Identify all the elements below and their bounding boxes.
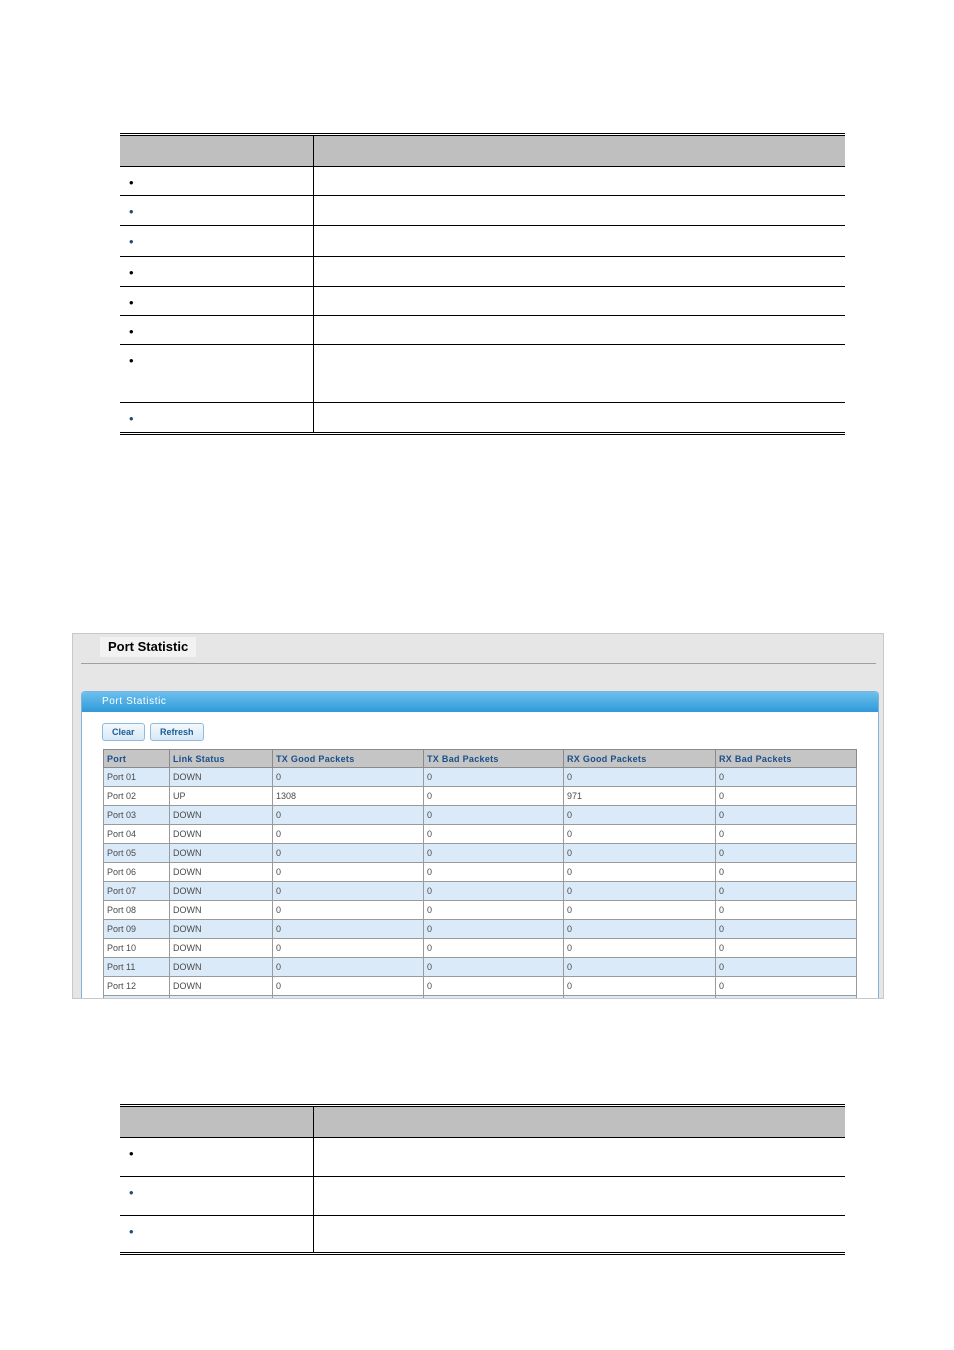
- description-cell: [314, 345, 846, 403]
- table-cell: [424, 996, 564, 1000]
- header-cell-description: [314, 1106, 846, 1138]
- table-cell: 0: [564, 806, 716, 825]
- table-cell: 0: [424, 825, 564, 844]
- table-cell: 0: [273, 939, 424, 958]
- object-cell: [120, 226, 314, 257]
- table-cell: 0: [716, 863, 857, 882]
- table-cell: Port 05: [104, 844, 170, 863]
- table-cell: 0: [716, 882, 857, 901]
- page-title: Port Statistic: [100, 637, 196, 657]
- table-cell: 0: [273, 825, 424, 844]
- column-header: RX Bad Packets: [716, 750, 857, 768]
- table-cell: DOWN: [170, 844, 273, 863]
- column-header: Port: [104, 750, 170, 768]
- table-cell: DOWN: [170, 882, 273, 901]
- table-cell: 0: [424, 939, 564, 958]
- description-row: [120, 167, 845, 196]
- table-row: [104, 787, 857, 806]
- table-header-row: [120, 135, 845, 167]
- table-cell: 0: [716, 825, 857, 844]
- table-cell: Port 09: [104, 920, 170, 939]
- table-cell: 0: [716, 844, 857, 863]
- column-header: Link Status: [170, 750, 273, 768]
- table-cell: 0: [716, 787, 857, 806]
- description-row: [120, 257, 845, 287]
- table-cell: DOWN: [170, 863, 273, 882]
- table-row: [104, 882, 857, 901]
- table-cell: 0: [716, 958, 857, 977]
- description-row: [120, 316, 845, 345]
- title-divider: [81, 663, 876, 664]
- bullet-icon: •: [129, 175, 134, 190]
- table-cell: 0: [424, 768, 564, 787]
- port-statistic-screenshot: [72, 633, 884, 999]
- description-row: [120, 196, 845, 226]
- table-cell: 0: [424, 882, 564, 901]
- bullet-icon: •: [129, 265, 134, 280]
- table-cell: 0: [424, 806, 564, 825]
- table-cell: 0: [424, 920, 564, 939]
- table-cell: DOWN: [170, 901, 273, 920]
- table-cell: UP: [170, 787, 273, 806]
- description-row: [120, 287, 845, 316]
- header-cell-object: [120, 1106, 314, 1138]
- table-cell: DOWN: [170, 939, 273, 958]
- table-row: [104, 901, 857, 920]
- clear-button[interactable]: Clear: [102, 723, 145, 741]
- bullet-icon: •: [129, 1185, 134, 1200]
- header-cell-object: [120, 135, 314, 167]
- column-header: TX Good Packets: [273, 750, 424, 768]
- table-cell: 0: [424, 863, 564, 882]
- column-header: TX Bad Packets: [424, 750, 564, 768]
- table-cell: 0: [424, 901, 564, 920]
- bullet-icon: •: [129, 324, 134, 339]
- table-row: [104, 844, 857, 863]
- table-cell: 0: [424, 787, 564, 806]
- description-cell: [314, 403, 846, 434]
- object-cell: [120, 1177, 314, 1216]
- table-cell: 971: [564, 787, 716, 806]
- table-cell: DOWN: [170, 768, 273, 787]
- table-cell: 1308: [273, 787, 424, 806]
- table-cell: 0: [273, 882, 424, 901]
- bullet-icon: •: [129, 204, 134, 219]
- table-cell: DOWN: [170, 920, 273, 939]
- object-cell: [120, 316, 314, 345]
- header-cell-description: [314, 135, 846, 167]
- description-cell: [314, 167, 846, 196]
- table-cell: [273, 996, 424, 1000]
- table-row: [104, 920, 857, 939]
- table-cell: 0: [564, 958, 716, 977]
- table-cell: 0: [716, 768, 857, 787]
- table-cell: 0: [273, 844, 424, 863]
- port-statistic-table: [103, 749, 857, 999]
- bullet-icon: •: [129, 353, 134, 368]
- table-cell: DOWN: [170, 806, 273, 825]
- table-cell: 0: [564, 825, 716, 844]
- table-row: [104, 768, 857, 787]
- table-cell: Port 11: [104, 958, 170, 977]
- object-cell: [120, 167, 314, 196]
- table-row: [104, 806, 857, 825]
- table-cell: 0: [716, 920, 857, 939]
- description-cell: [314, 226, 846, 257]
- description-table-bottom: [120, 1104, 845, 1255]
- table-cell: 0: [564, 920, 716, 939]
- table-row: [104, 996, 857, 1000]
- table-cell: 0: [273, 977, 424, 996]
- table-cell: DOWN: [170, 977, 273, 996]
- table-cell: [716, 996, 857, 1000]
- table-row: [104, 939, 857, 958]
- table-cell: 0: [716, 977, 857, 996]
- table-cell: 0: [564, 863, 716, 882]
- description-row: [120, 226, 845, 257]
- bullet-icon: •: [129, 1146, 134, 1161]
- object-cell: [120, 196, 314, 226]
- table-cell: Port 03: [104, 806, 170, 825]
- object-cell: [120, 1138, 314, 1177]
- table-row: [104, 958, 857, 977]
- table-cell: 0: [273, 863, 424, 882]
- description-cell: [314, 1177, 846, 1216]
- bullet-icon: •: [129, 411, 134, 426]
- table-row: [104, 825, 857, 844]
- table-cell: [104, 996, 170, 1000]
- table-cell: Port 07: [104, 882, 170, 901]
- panel-header: Port Statistic: [82, 692, 878, 712]
- table-cell: 0: [424, 844, 564, 863]
- table-cell: DOWN: [170, 958, 273, 977]
- object-cell: [120, 1216, 314, 1254]
- table-header-row: [120, 1106, 845, 1138]
- description-cell: [314, 1216, 846, 1254]
- object-cell: [120, 345, 314, 403]
- table-cell: 0: [564, 977, 716, 996]
- refresh-button[interactable]: Refresh: [150, 723, 204, 741]
- description-cell: [314, 1138, 846, 1177]
- table-cell: 0: [716, 806, 857, 825]
- table-cell: 0: [273, 901, 424, 920]
- description-row: [120, 1216, 845, 1254]
- table-cell: Port 04: [104, 825, 170, 844]
- bullet-icon: •: [129, 1224, 134, 1239]
- table-row: [104, 863, 857, 882]
- table-cell: Port 02: [104, 787, 170, 806]
- table-cell: [564, 996, 716, 1000]
- port-statistic-panel: [81, 691, 879, 999]
- description-cell: [314, 287, 846, 316]
- table-cell: 0: [564, 901, 716, 920]
- table-cell: 0: [564, 768, 716, 787]
- table-row: [104, 977, 857, 996]
- table-cell: 0: [424, 958, 564, 977]
- table-cell: 0: [564, 939, 716, 958]
- description-cell: [314, 316, 846, 345]
- table-cell: 0: [424, 977, 564, 996]
- description-table-top: [120, 133, 845, 435]
- table-cell: 0: [273, 920, 424, 939]
- description-row: [120, 1138, 845, 1177]
- description-row: [120, 345, 845, 403]
- table-cell: 0: [273, 958, 424, 977]
- table-cell: Port 10: [104, 939, 170, 958]
- description-row: [120, 403, 845, 434]
- table-cell: Port 08: [104, 901, 170, 920]
- table-cell: DOWN: [170, 825, 273, 844]
- object-cell: [120, 403, 314, 434]
- table-cell: 0: [716, 939, 857, 958]
- description-cell: [314, 257, 846, 287]
- table-cell: Port 01: [104, 768, 170, 787]
- description-cell: [314, 196, 846, 226]
- table-cell: 0: [564, 882, 716, 901]
- bullet-icon: •: [129, 295, 134, 310]
- bullet-icon: •: [129, 234, 134, 249]
- table-cell: Port 06: [104, 863, 170, 882]
- table-cell: 0: [273, 806, 424, 825]
- description-row: [120, 1177, 845, 1216]
- table-cell: 0: [564, 844, 716, 863]
- table-cell: 0: [716, 901, 857, 920]
- port-table-header: [104, 750, 857, 768]
- table-cell: 0: [273, 768, 424, 787]
- table-cell: Port 12: [104, 977, 170, 996]
- table-cell: [170, 996, 273, 1000]
- column-header: RX Good Packets: [564, 750, 716, 768]
- object-cell: [120, 257, 314, 287]
- object-cell: [120, 287, 314, 316]
